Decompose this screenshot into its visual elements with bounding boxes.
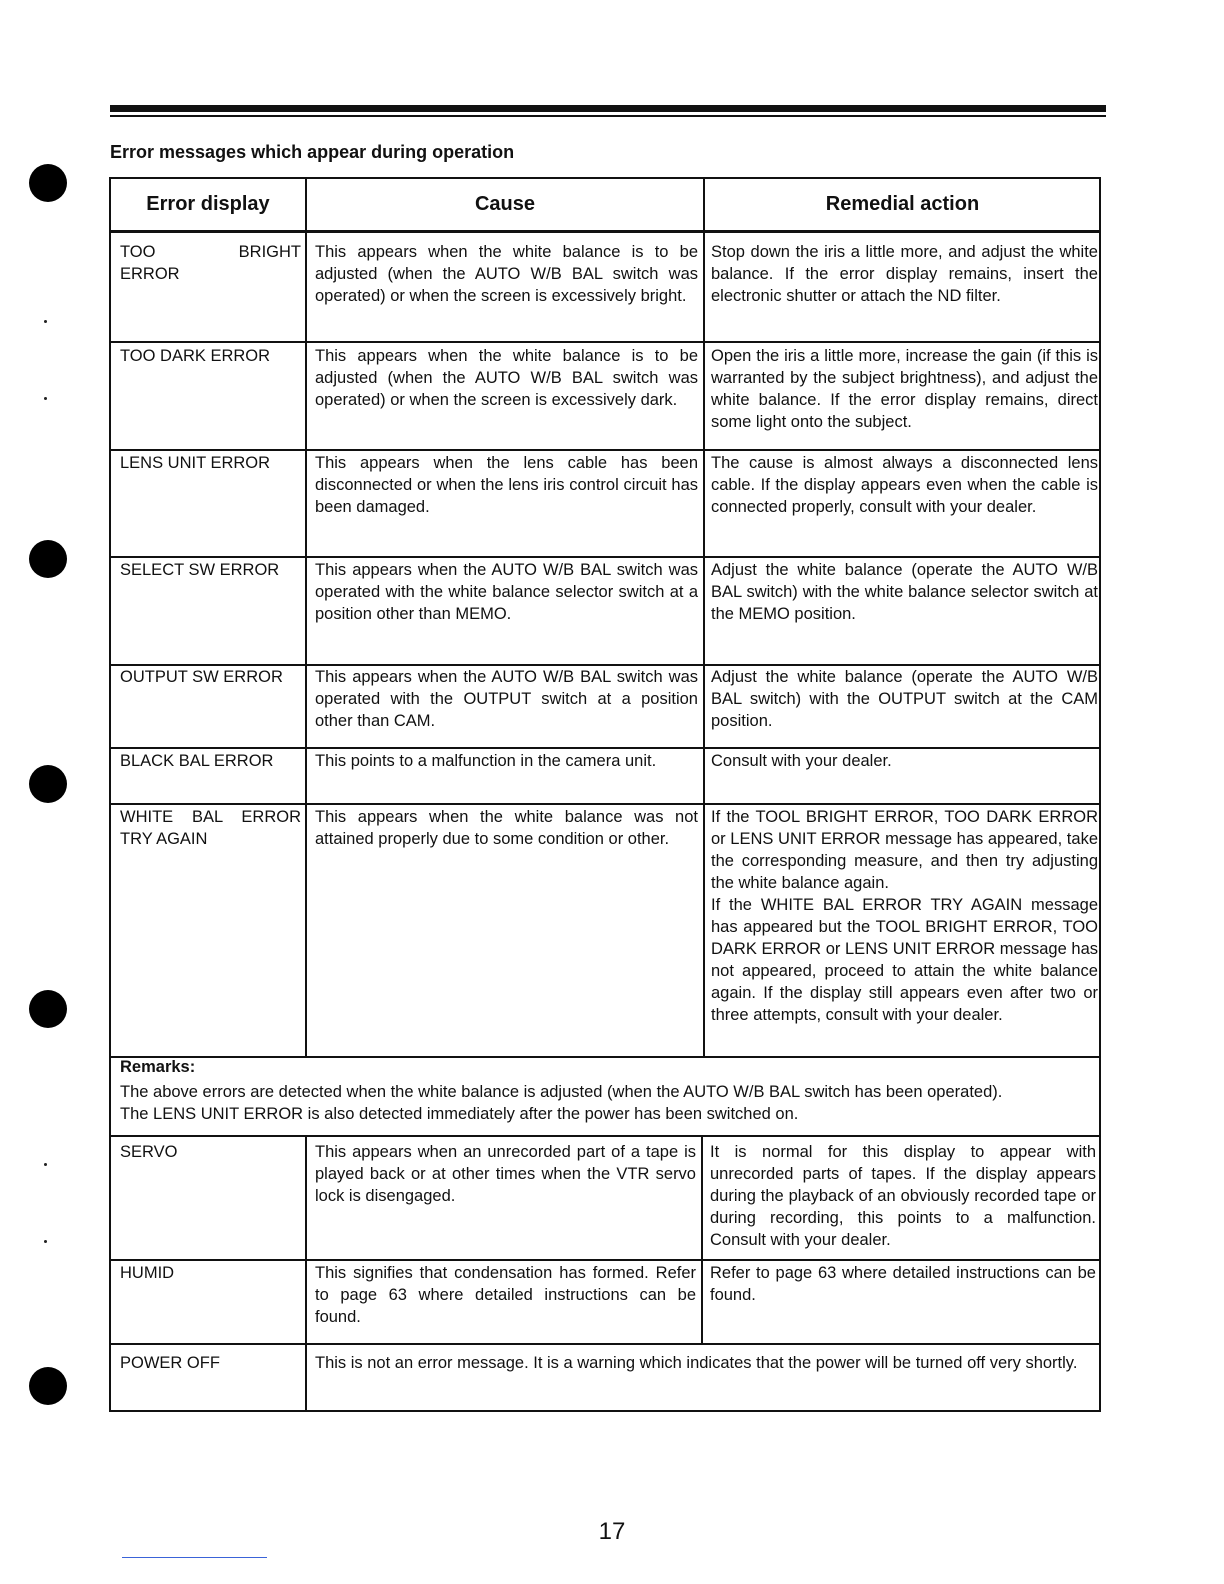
cause-cell: This appears when the AUTO W/B BAL switch was operated with the OUTPUT switch at a position other than CAM. — [315, 668, 698, 730]
row-divider — [109, 556, 1101, 558]
page-number: 17 — [598, 1518, 626, 1545]
action-cell: It is normal for this display to appear with unrecorded parts of tapes. If the display appears during the playback of an obviously recorded tape or during recording, this points to a malfunction. Consult with your dealer. — [710, 1143, 1096, 1249]
action-cell: Adjust the white balance (operate the AUTO W/B BAL switch) with the white balance selector switch at the MEMO position. — [711, 561, 1098, 623]
binder-hole — [29, 765, 67, 803]
row-divider — [109, 1343, 1101, 1345]
column-divider — [305, 177, 307, 1057]
remarks-body — [120, 1081, 1100, 1125]
error-text: TOO — [120, 243, 156, 261]
header-rule-thick — [110, 105, 1106, 112]
scan-speck — [44, 1163, 47, 1166]
cause-cell: This appears when the white balance is to be adjusted (when the AUTO W/B BAL switch was operated) or when the screen is excessively dark. — [315, 347, 698, 409]
header-remedial-action: Remedial action — [825, 193, 980, 215]
error-cell: POWER OFF — [120, 1354, 220, 1372]
action-cell: Consult with your dealer. — [711, 752, 892, 770]
cause-cell: This appears when the AUTO W/B BAL switch was operated with the white balance selector switch at a position other than MEMO. — [315, 561, 698, 623]
error-text: ERROR — [120, 265, 180, 283]
binder-hole — [29, 1367, 67, 1405]
scan-speck — [44, 397, 47, 400]
binder-hole — [29, 990, 67, 1028]
error-cell — [120, 241, 301, 285]
error-cell: OUTPUT SW ERROR — [120, 668, 283, 686]
cause-cell: This signifies that condensation has formed. Refer to page 63 where detailed instructions can be found. — [315, 1264, 696, 1326]
header-error-display: Error display — [146, 193, 270, 215]
scan-speck — [44, 320, 47, 323]
row-divider — [109, 1056, 1101, 1058]
error-text: BRIGHT — [238, 243, 301, 261]
cause-cell: This appears when an unrecorded part of a tape is played back or at other times when the VTR servo lock is disengaged. — [315, 1143, 696, 1205]
scan-speck — [44, 1240, 47, 1243]
cause-cell: This points to a malfunction in the camera unit. — [315, 752, 657, 770]
remarks-title: Remarks: — [120, 1058, 196, 1076]
section-heading: Error messages which appear during operation — [110, 142, 515, 162]
remarks-line: The above errors are detected when the white balance is adjusted (when the AUTO W/B BAL switch has been operated). — [120, 1083, 1003, 1101]
column-divider — [703, 177, 705, 1057]
column-divider — [305, 1135, 307, 1412]
row-divider — [109, 1259, 1101, 1261]
action-cell: The cause is almost always a disconnected lens cable. If the display appears even when the cable is connected properly, consult with your dealer. — [711, 454, 1098, 516]
cause-cell: This appears when the white balance is to be adjusted (when the AUTO W/B BAL switch was operated) or when the screen is excessively bright. — [315, 243, 698, 305]
row-divider — [109, 341, 1101, 343]
action-cell — [711, 806, 1098, 1026]
row-divider — [109, 449, 1101, 451]
row-divider — [109, 803, 1101, 805]
cause-cell: This appears when the white balance was not attained properly due to some condition or other. — [315, 808, 698, 848]
action-paragraph: If the WHITE BAL ERROR TRY AGAIN message has appeared but the TOOL BRIGHT ERROR, TOO DARK ERROR or LENS UNIT ERROR message has not appeared, proceed to attain the white balance again. If the display still appears even after two or three attempts, consult with your dealer. — [711, 896, 1098, 1024]
header-divider — [109, 230, 1101, 233]
header-rule-thin — [110, 115, 1106, 117]
action-cell: Adjust the white balance (operate the AUTO W/B BAL switch) with the OUTPUT switch at the CAM position. — [711, 668, 1098, 730]
remarks-line: The LENS UNIT ERROR is also detected immediately after the power has been switched on. — [120, 1105, 799, 1123]
header-cause: Cause — [474, 193, 536, 215]
action-cell: Open the iris a little more, increase the gain (if this is warranted by the subject brightness), and adjust the white balance. If the error display remains, direct some light onto the subject. — [711, 347, 1098, 431]
binder-hole — [29, 540, 67, 578]
combined-cell: This is not an error message. It is a warning which indicates that the power will be turned off very shortly. — [315, 1354, 1078, 1372]
error-cell: SERVO — [120, 1143, 178, 1161]
action-cell: Refer to page 63 where detailed instructions can be found. — [710, 1264, 1096, 1304]
action-cell: Stop down the iris a little more, and adjust the white balance. If the error display remains, insert the electronic shutter or attach the ND filter. — [711, 243, 1098, 305]
row-divider — [109, 747, 1101, 749]
error-cell: WHITE BAL ERROR TRY AGAIN — [120, 808, 301, 848]
footer-link-underline — [122, 1557, 267, 1558]
row-divider — [109, 1135, 1101, 1137]
error-cell: SELECT SW ERROR — [120, 561, 280, 579]
cause-cell: This appears when the lens cable has been disconnected or when the lens iris control circuit has been damaged. — [315, 454, 698, 516]
error-cell: TOO DARK ERROR — [120, 347, 271, 365]
column-divider — [701, 1135, 703, 1343]
binder-hole — [29, 164, 67, 202]
action-paragraph: If the TOOL BRIGHT ERROR, TOO DARK ERROR or LENS UNIT ERROR message has appeared, take the corresponding measure, and then try adjusting the white balance again. — [711, 808, 1098, 892]
error-cell: LENS UNIT ERROR — [120, 454, 271, 472]
error-cell: HUMID — [120, 1264, 175, 1282]
error-cell: BLACK BAL ERROR — [120, 752, 274, 770]
